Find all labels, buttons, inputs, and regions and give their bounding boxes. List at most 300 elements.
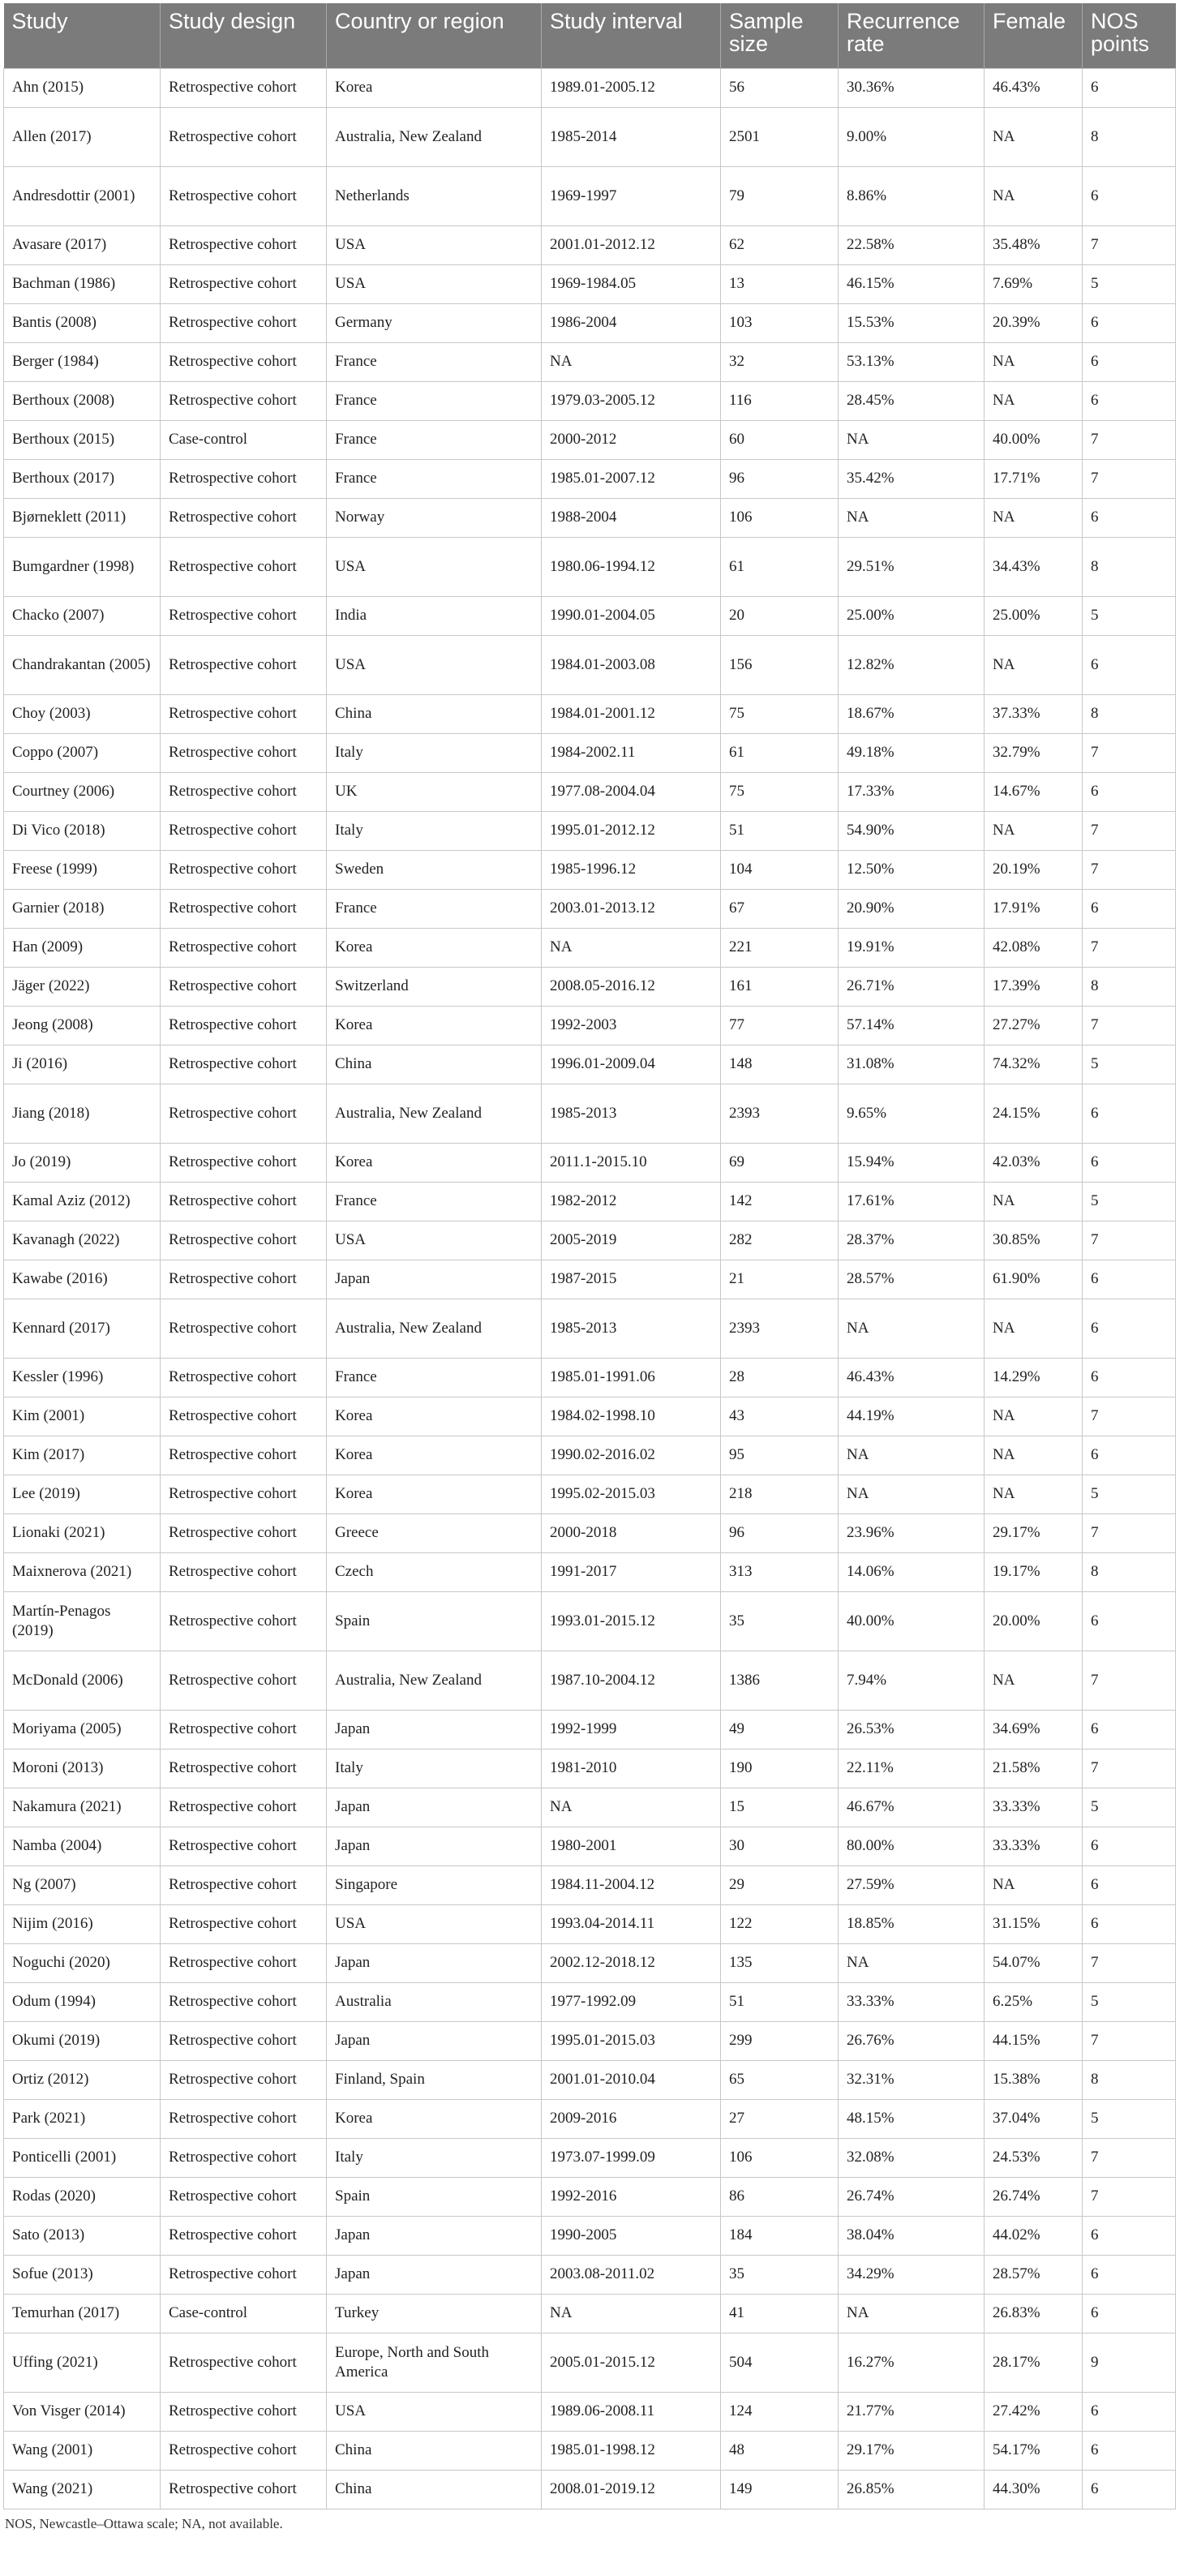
table-row [4,889,1176,928]
table-row [4,303,1176,342]
cell-nos-points: 6 [1083,1436,1176,1475]
table-row [4,928,1176,967]
cell-nos-points: 5 [1083,264,1176,303]
cell-study-design: Retrospective cohort [161,2333,327,2392]
cell-recurrence-rate: 9.00% [839,107,985,166]
cell-recurrence-rate: NA [839,1475,985,1513]
cell-interval: 1984.02-1998.10 [542,1397,721,1436]
cell-nos-points: 8 [1083,2060,1176,2099]
cell-study: Freese (1999) [4,850,161,889]
cell-study: Von Visger (2014) [4,2392,161,2431]
cell-study-design: Retrospective cohort [161,107,327,166]
cell-nos-points: 6 [1083,2431,1176,2470]
cell-sample-size: 43 [721,1397,839,1436]
cell-country: China [327,694,542,733]
cell-nos-points: 5 [1083,1982,1176,2021]
table-row [4,1788,1176,1827]
cell-female: 28.17% [985,2333,1083,2392]
cell-female: 20.19% [985,850,1083,889]
cell-study: Namba (2004) [4,1827,161,1865]
table-row [4,1436,1176,1475]
cell-sample-size: 1386 [721,1651,839,1710]
cell-recurrence-rate: NA [839,1436,985,1475]
cell-female: NA [985,1475,1083,1513]
cell-nos-points: 7 [1083,1006,1176,1045]
cell-sample-size: 35 [721,2255,839,2294]
cell-interval: 2005-2019 [542,1221,721,1260]
cell-sample-size: 299 [721,2021,839,2060]
cell-country: Czech [327,1552,542,1591]
cell-female: 28.57% [985,2255,1083,2294]
cell-sample-size: 48 [721,2431,839,2470]
cell-country: Japan [327,2216,542,2255]
table-row [4,2255,1176,2294]
cell-female: 35.48% [985,225,1083,264]
cell-nos-points: 6 [1083,1358,1176,1397]
cell-nos-points: 8 [1083,1552,1176,1591]
cell-study-design: Retrospective cohort [161,68,327,107]
cell-study-design: Retrospective cohort [161,2060,327,2099]
cell-country: USA [327,537,542,596]
cell-interval: 1979.03-2005.12 [542,381,721,420]
cell-study: Garnier (2018) [4,889,161,928]
cell-sample-size: 156 [721,635,839,694]
cell-sample-size: 2501 [721,107,839,166]
cell-study-design: Retrospective cohort [161,1436,327,1475]
table-row [4,1904,1176,1943]
cell-female: NA [985,1397,1083,1436]
cell-interval: 1990.02-2016.02 [542,1436,721,1475]
cell-study: Coppo (2007) [4,733,161,772]
table-row [4,1299,1176,1358]
cell-interval: 1969-1997 [542,166,721,225]
cell-interval: 2002.12-2018.12 [542,1943,721,1982]
cell-recurrence-rate: 28.57% [839,1260,985,1299]
cell-interval: 1984.01-2001.12 [542,694,721,733]
cell-study: Temurhan (2017) [4,2294,161,2333]
cell-interval: 1985-1996.12 [542,850,721,889]
cell-sample-size: 106 [721,2138,839,2177]
cell-nos-points: 7 [1083,2177,1176,2216]
cell-nos-points: 6 [1083,2294,1176,2333]
cell-country: Germany [327,303,542,342]
cell-study: Kawabe (2016) [4,1260,161,1299]
cell-country: France [327,459,542,498]
cell-study-design: Retrospective cohort [161,1182,327,1221]
cell-female: 27.42% [985,2392,1083,2431]
cell-study-design: Retrospective cohort [161,1749,327,1788]
cell-nos-points: 6 [1083,498,1176,537]
cell-female: 14.67% [985,772,1083,811]
cell-country: Italy [327,1749,542,1788]
cell-study-design: Retrospective cohort [161,342,327,381]
cell-interval: 2005.01-2015.12 [542,2333,721,2392]
cell-country: USA [327,1221,542,1260]
cell-recurrence-rate: 26.71% [839,967,985,1006]
cell-nos-points: 8 [1083,107,1176,166]
cell-interval: 2000-2012 [542,420,721,459]
cell-country: Korea [327,1143,542,1182]
cell-female: 20.39% [985,303,1083,342]
cell-study-design: Retrospective cohort [161,2021,327,2060]
cell-recurrence-rate: NA [839,420,985,459]
cell-study: Jiang (2018) [4,1084,161,1143]
cell-study-design: Retrospective cohort [161,2099,327,2138]
cell-nos-points: 7 [1083,1651,1176,1710]
cell-study: Okumi (2019) [4,2021,161,2060]
cell-study: Rodas (2020) [4,2177,161,2216]
cell-interval: 1996.01-2009.04 [542,1045,721,1084]
cell-recurrence-rate: 49.18% [839,733,985,772]
cell-nos-points: 6 [1083,1591,1176,1651]
cell-recurrence-rate: 12.82% [839,635,985,694]
cell-sample-size: 56 [721,68,839,107]
table-row [4,2333,1176,2392]
table-row [4,635,1176,694]
cell-study-design: Retrospective cohort [161,264,327,303]
cell-female: NA [985,1299,1083,1358]
table-row [4,2431,1176,2470]
cell-study-design: Retrospective cohort [161,1865,327,1904]
cell-country: Greece [327,1513,542,1552]
cell-recurrence-rate: 25.00% [839,596,985,635]
cell-nos-points: 7 [1083,1513,1176,1552]
cell-country: USA [327,264,542,303]
cell-recurrence-rate: 32.08% [839,2138,985,2177]
cell-recurrence-rate: 34.29% [839,2255,985,2294]
cell-nos-points: 7 [1083,733,1176,772]
cell-sample-size: 103 [721,303,839,342]
cell-country: Italy [327,733,542,772]
table-row [4,264,1176,303]
cell-study: Lee (2019) [4,1475,161,1513]
cell-country: Turkey [327,2294,542,2333]
cell-country: Norway [327,498,542,537]
cell-country: Singapore [327,1865,542,1904]
cell-country: Spain [327,2177,542,2216]
cell-interval: 1992-2016 [542,2177,721,2216]
cell-sample-size: 95 [721,1436,839,1475]
cell-interval: 1989.01-2005.12 [542,68,721,107]
table-row [4,1710,1176,1749]
cell-sample-size: 148 [721,1045,839,1084]
cell-recurrence-rate: 38.04% [839,2216,985,2255]
cell-interval: 2009-2016 [542,2099,721,2138]
cell-study-design: Retrospective cohort [161,459,327,498]
cell-nos-points: 8 [1083,967,1176,1006]
cell-interval: 1990-2005 [542,2216,721,2255]
cell-study-design: Retrospective cohort [161,1260,327,1299]
cell-recurrence-rate: 22.58% [839,225,985,264]
cell-interval: 1990.01-2004.05 [542,596,721,635]
cell-country: Korea [327,1006,542,1045]
cell-nos-points: 7 [1083,2138,1176,2177]
cell-female: 30.85% [985,1221,1083,1260]
table-row [4,1651,1176,1710]
table-row [4,2470,1176,2509]
cell-study-design: Retrospective cohort [161,1045,327,1084]
cell-sample-size: 30 [721,1827,839,1865]
cell-interval: 1981-2010 [542,1749,721,1788]
cell-female: 14.29% [985,1358,1083,1397]
cell-country: France [327,420,542,459]
cell-sample-size: 122 [721,1904,839,1943]
cell-country: Japan [327,1827,542,1865]
cell-nos-points: 5 [1083,1182,1176,1221]
cell-recurrence-rate: 80.00% [839,1827,985,1865]
cell-nos-points: 7 [1083,420,1176,459]
cell-sample-size: 116 [721,381,839,420]
cell-female: NA [985,811,1083,850]
cell-nos-points: 8 [1083,694,1176,733]
cell-interval: 1984-2002.11 [542,733,721,772]
cell-interval: 2003.08-2011.02 [542,2255,721,2294]
cell-sample-size: 221 [721,928,839,967]
cell-nos-points: 5 [1083,1045,1176,1084]
table-row [4,596,1176,635]
cell-sample-size: 28 [721,1358,839,1397]
cell-recurrence-rate: 28.37% [839,1221,985,1260]
cell-female: 33.33% [985,1788,1083,1827]
cell-country: Australia, New Zealand [327,1084,542,1143]
cell-interval: 1995.01-2015.03 [542,2021,721,2060]
table-row [4,1749,1176,1788]
cell-interval: 1977-1992.09 [542,1982,721,2021]
cell-sample-size: 51 [721,811,839,850]
table-row [4,459,1176,498]
cell-interval: 1992-2003 [542,1006,721,1045]
cell-female: 25.00% [985,596,1083,635]
cell-recurrence-rate: 26.74% [839,2177,985,2216]
cell-nos-points: 6 [1083,889,1176,928]
cell-female: 46.43% [985,68,1083,107]
cell-study-design: Retrospective cohort [161,1904,327,1943]
cell-recurrence-rate: 35.42% [839,459,985,498]
cell-interval: 2001.01-2012.12 [542,225,721,264]
cell-country: Italy [327,2138,542,2177]
cell-study: Noguchi (2020) [4,1943,161,1982]
cell-female: 40.00% [985,420,1083,459]
header-country-or-region: Country or region [327,3,542,68]
cell-study-design: Retrospective cohort [161,889,327,928]
table-row [4,1358,1176,1397]
cell-female: 19.17% [985,1552,1083,1591]
cell-nos-points: 6 [1083,1299,1176,1358]
cell-recurrence-rate: 17.33% [839,772,985,811]
cell-interval: 1993.01-2015.12 [542,1591,721,1651]
cell-interval: 1988-2004 [542,498,721,537]
cell-sample-size: 62 [721,225,839,264]
cell-study-design: Retrospective cohort [161,733,327,772]
cell-female: 20.00% [985,1591,1083,1651]
cell-nos-points: 6 [1083,2255,1176,2294]
cell-study: Ji (2016) [4,1045,161,1084]
table-row [4,166,1176,225]
cell-study: Andresdottir (2001) [4,166,161,225]
cell-female: 7.69% [985,264,1083,303]
cell-female: 74.32% [985,1045,1083,1084]
table-row [4,2060,1176,2099]
cell-study: Odum (1994) [4,1982,161,2021]
table-row [4,2138,1176,2177]
cell-study: Jeong (2008) [4,1006,161,1045]
cell-interval: 1984.11-2004.12 [542,1865,721,1904]
cell-interval: 1992-1999 [542,1710,721,1749]
cell-study-design: Retrospective cohort [161,1299,327,1358]
cell-country: China [327,2431,542,2470]
cell-interval: 2003.01-2013.12 [542,889,721,928]
header-sample-size: Sample size [721,3,839,68]
cell-recurrence-rate: 8.86% [839,166,985,225]
cell-recurrence-rate: 40.00% [839,1591,985,1651]
cell-study: Maixnerova (2021) [4,1552,161,1591]
cell-study: Di Vico (2018) [4,811,161,850]
cell-study: Berthoux (2017) [4,459,161,498]
cell-sample-size: 69 [721,1143,839,1182]
cell-study: Bantis (2008) [4,303,161,342]
cell-country: Netherlands [327,166,542,225]
cell-study-design: Retrospective cohort [161,1651,327,1710]
cell-female: NA [985,1865,1083,1904]
table-row [4,1865,1176,1904]
table-row [4,1221,1176,1260]
cell-study: Kennard (2017) [4,1299,161,1358]
cell-recurrence-rate: 29.17% [839,2431,985,2470]
cell-study-design: Retrospective cohort [161,635,327,694]
cell-sample-size: 124 [721,2392,839,2431]
cell-recurrence-rate: 27.59% [839,1865,985,1904]
cell-sample-size: 49 [721,1710,839,1749]
cell-interval: 1987.10-2004.12 [542,1651,721,1710]
cell-country: China [327,2470,542,2509]
cell-interval: 1987-2015 [542,1260,721,1299]
cell-study: Bachman (1986) [4,264,161,303]
cell-interval: 1985.01-2007.12 [542,459,721,498]
cell-nos-points: 6 [1083,1710,1176,1749]
table-row [4,1084,1176,1143]
cell-study-design: Retrospective cohort [161,303,327,342]
cell-recurrence-rate: 30.36% [839,68,985,107]
cell-recurrence-rate: 26.76% [839,2021,985,2060]
table-row [4,1552,1176,1591]
cell-study-design: Retrospective cohort [161,225,327,264]
cell-female: NA [985,635,1083,694]
cell-interval: 1969-1984.05 [542,264,721,303]
cell-sample-size: 20 [721,596,839,635]
header-study-design: Study design [161,3,327,68]
cell-study: Nijim (2016) [4,1904,161,1943]
cell-interval: 1980-2001 [542,1827,721,1865]
cell-female: 27.27% [985,1006,1083,1045]
cell-study-design: Case-control [161,420,327,459]
cell-recurrence-rate: 46.15% [839,264,985,303]
cell-female: 24.15% [985,1084,1083,1143]
cell-sample-size: 184 [721,2216,839,2255]
cell-study-design: Retrospective cohort [161,2431,327,2470]
cell-sample-size: 51 [721,1982,839,2021]
cell-interval: 1985-2013 [542,1299,721,1358]
cell-recurrence-rate: 16.27% [839,2333,985,2392]
table-row [4,420,1176,459]
cell-sample-size: 149 [721,2470,839,2509]
cell-sample-size: 142 [721,1182,839,1221]
cell-study-design: Retrospective cohort [161,1552,327,1591]
cell-recurrence-rate: 33.33% [839,1982,985,2021]
cell-country: France [327,889,542,928]
cell-study: Ponticelli (2001) [4,2138,161,2177]
cell-country: Spain [327,1591,542,1651]
cell-interval: 2011.1-2015.10 [542,1143,721,1182]
cell-nos-points: 6 [1083,303,1176,342]
cell-sample-size: 41 [721,2294,839,2333]
cell-study-design: Retrospective cohort [161,1943,327,1982]
cell-recurrence-rate: 7.94% [839,1651,985,1710]
cell-interval: 1982-2012 [542,1182,721,1221]
cell-interval: 1980.06-1994.12 [542,537,721,596]
cell-female: NA [985,498,1083,537]
cell-female: 26.74% [985,2177,1083,2216]
cell-study-design: Retrospective cohort [161,1143,327,1182]
table-row [4,225,1176,264]
table-row [4,1513,1176,1552]
cell-study: Kim (2001) [4,1397,161,1436]
cell-study-design: Retrospective cohort [161,1827,327,1865]
cell-country: USA [327,2392,542,2431]
cell-country: France [327,1182,542,1221]
cell-country: India [327,596,542,635]
cell-recurrence-rate: 9.65% [839,1084,985,1143]
cell-country: Korea [327,1436,542,1475]
cell-nos-points: 6 [1083,1260,1176,1299]
cell-female: NA [985,381,1083,420]
cell-country: Australia, New Zealand [327,1299,542,1358]
cell-female: NA [985,166,1083,225]
cell-country: Switzerland [327,967,542,1006]
cell-recurrence-rate: 12.50% [839,850,985,889]
cell-sample-size: 21 [721,1260,839,1299]
cell-female: 37.04% [985,2099,1083,2138]
table-row [4,2294,1176,2333]
cell-study: Kessler (1996) [4,1358,161,1397]
cell-country: Korea [327,68,542,107]
cell-interval: 1995.01-2012.12 [542,811,721,850]
cell-study-design: Retrospective cohort [161,1513,327,1552]
cell-sample-size: 32 [721,342,839,381]
cell-study-design: Retrospective cohort [161,850,327,889]
table-row [4,342,1176,381]
table-row [4,1591,1176,1651]
cell-nos-points: 7 [1083,1397,1176,1436]
table-row [4,498,1176,537]
cell-interval: 2000-2018 [542,1513,721,1552]
cell-study: Bumgardner (1998) [4,537,161,596]
cell-female: 24.53% [985,2138,1083,2177]
cell-interval: 1973.07-1999.09 [542,2138,721,2177]
cell-study: Choy (2003) [4,694,161,733]
cell-study: Nakamura (2021) [4,1788,161,1827]
cell-nos-points: 8 [1083,537,1176,596]
cell-study-design: Retrospective cohort [161,2392,327,2431]
cell-sample-size: 190 [721,1749,839,1788]
cell-sample-size: 77 [721,1006,839,1045]
cell-female: 54.17% [985,2431,1083,2470]
cell-study: Moriyama (2005) [4,1710,161,1749]
cell-study: Courtney (2006) [4,772,161,811]
cell-country: Australia [327,1982,542,2021]
table-row [4,1182,1176,1221]
cell-study: Ortiz (2012) [4,2060,161,2099]
cell-sample-size: 96 [721,459,839,498]
